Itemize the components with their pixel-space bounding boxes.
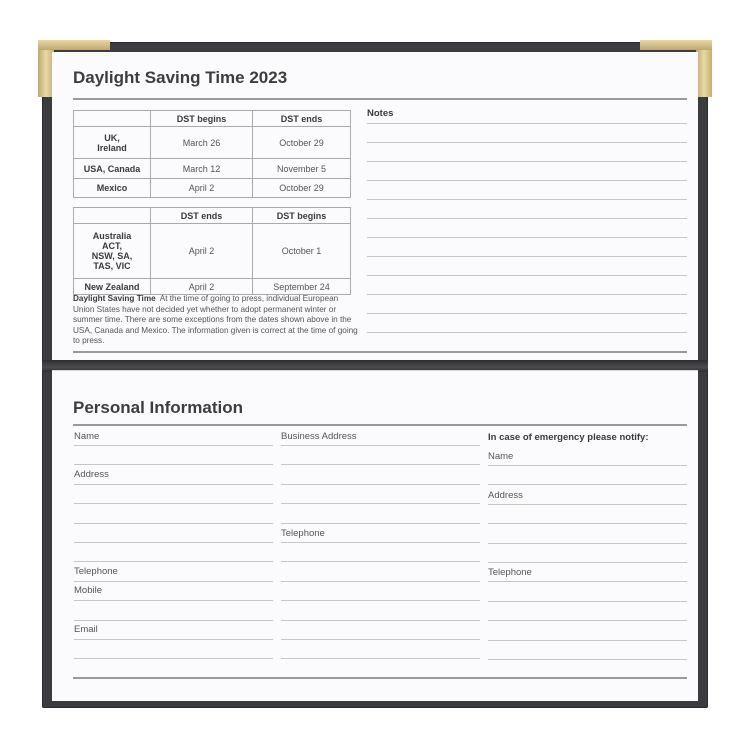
notes-line [367, 237, 687, 238]
table-header-empty [74, 208, 151, 224]
dst-note [73, 294, 358, 347]
col2-line [281, 639, 480, 640]
col2-line [281, 561, 480, 562]
personal-title: Personal Information [73, 398, 244, 417]
col2-line [281, 484, 480, 485]
col2-line [281, 445, 480, 446]
personal-page [52, 370, 698, 701]
notes-line [367, 180, 687, 181]
country-usa: USA, Canada [74, 159, 151, 179]
col1-email-label: Email [74, 624, 98, 635]
notes-line [367, 142, 687, 143]
table-header-empty [74, 111, 151, 127]
mexico-ends: October 29 [253, 179, 351, 198]
gold-corner-top-right-h [640, 40, 712, 50]
uk-begins: March 26 [151, 127, 253, 159]
dst-title: Daylight Saving Time 2023 [73, 68, 288, 87]
col2-line [281, 658, 480, 659]
col3-line [488, 504, 687, 505]
table-header-begins: DST begins [253, 208, 351, 224]
australia-begins: October 1 [253, 224, 351, 279]
table-header-ends: DST ends [253, 111, 351, 127]
notes-line [367, 256, 687, 257]
col1-line [74, 503, 273, 504]
country-australia: Australia ACT, NSW, SA, TAS, VIC [74, 224, 151, 279]
country-mexico: Mexico [74, 179, 151, 198]
notes-line [367, 123, 687, 124]
col3-emergency-heading: In case of emergency please notify: [488, 432, 649, 443]
mexico-begins: April 2 [151, 179, 253, 198]
col1-telephone-label: Telephone [74, 566, 118, 577]
nz-begins: September 24 [253, 279, 351, 295]
dst-note-heading: Daylight Saving Time [73, 294, 156, 303]
gold-corner-top-right [696, 42, 712, 97]
dst-table-south [73, 207, 351, 295]
usa-ends: November 5 [253, 159, 351, 179]
notes-label: Notes [367, 108, 394, 119]
dst-table-north [73, 110, 351, 198]
col3-line [488, 581, 687, 582]
col1-line [74, 484, 273, 485]
col3-line [488, 659, 687, 660]
notes-line [367, 332, 687, 333]
personal-bottom-rule [73, 677, 687, 679]
col3-name-label: Name [488, 451, 514, 462]
notes-line [367, 294, 687, 295]
col1-address-label: Address [74, 469, 109, 480]
col1-line [74, 561, 273, 562]
col3-line [488, 640, 687, 641]
table-header-begins: DST begins [151, 111, 253, 127]
nz-ends: April 2 [151, 279, 253, 295]
notes-line [367, 161, 687, 162]
usa-begins: March 12 [151, 159, 253, 179]
dst-note-body: At the time of going to press, individual European Union States have not decided yet whether to adopt permanent winter or summer time. There are some exceptions from the dates shown above in the USA, Canada and Mexico. The information given is correct at the time of going to press. [73, 294, 358, 346]
col1-name-label: Name [74, 431, 100, 442]
col3-line [488, 543, 687, 544]
col1-line [74, 523, 273, 524]
col1-line [74, 639, 273, 640]
col2-line [281, 542, 480, 543]
col2-line [281, 620, 480, 621]
col2-line [281, 503, 480, 504]
dst-bottom-rule [73, 351, 687, 353]
notes-line [367, 218, 687, 219]
dst-title-rule [73, 98, 687, 100]
col1-line [74, 620, 273, 621]
col3-line [488, 601, 687, 602]
col2-business-address-label: Business Address [281, 431, 357, 442]
country-new-zealand: New Zealand [74, 279, 151, 295]
notes-line [367, 313, 687, 314]
table-header-ends: DST ends [151, 208, 253, 224]
col1-line [74, 445, 273, 446]
personal-title-rule [73, 424, 687, 426]
col1-mobile-label: Mobile [74, 585, 102, 596]
gold-corner-top-left-h [38, 40, 110, 50]
col3-line [488, 523, 687, 524]
col1-line [74, 600, 273, 601]
col2-line [281, 523, 480, 524]
col3-line [488, 620, 687, 621]
col3-telephone-label: Telephone [488, 567, 532, 578]
col3-line [488, 484, 687, 485]
col1-line [74, 658, 273, 659]
col1-line [74, 581, 273, 582]
col2-telephone-label: Telephone [281, 528, 325, 539]
col3-address-label: Address [488, 490, 523, 501]
australia-ends: April 2 [151, 224, 253, 279]
col1-line [74, 464, 273, 465]
uk-ends: October 29 [253, 127, 351, 159]
col2-line [281, 581, 480, 582]
col2-line [281, 600, 480, 601]
col1-line [74, 542, 273, 543]
col2-line [281, 464, 480, 465]
country-uk: UK, Ireland [74, 127, 151, 159]
col3-line [488, 562, 687, 563]
notes-line [367, 199, 687, 200]
col3-line [488, 465, 687, 466]
notes-line [367, 275, 687, 276]
